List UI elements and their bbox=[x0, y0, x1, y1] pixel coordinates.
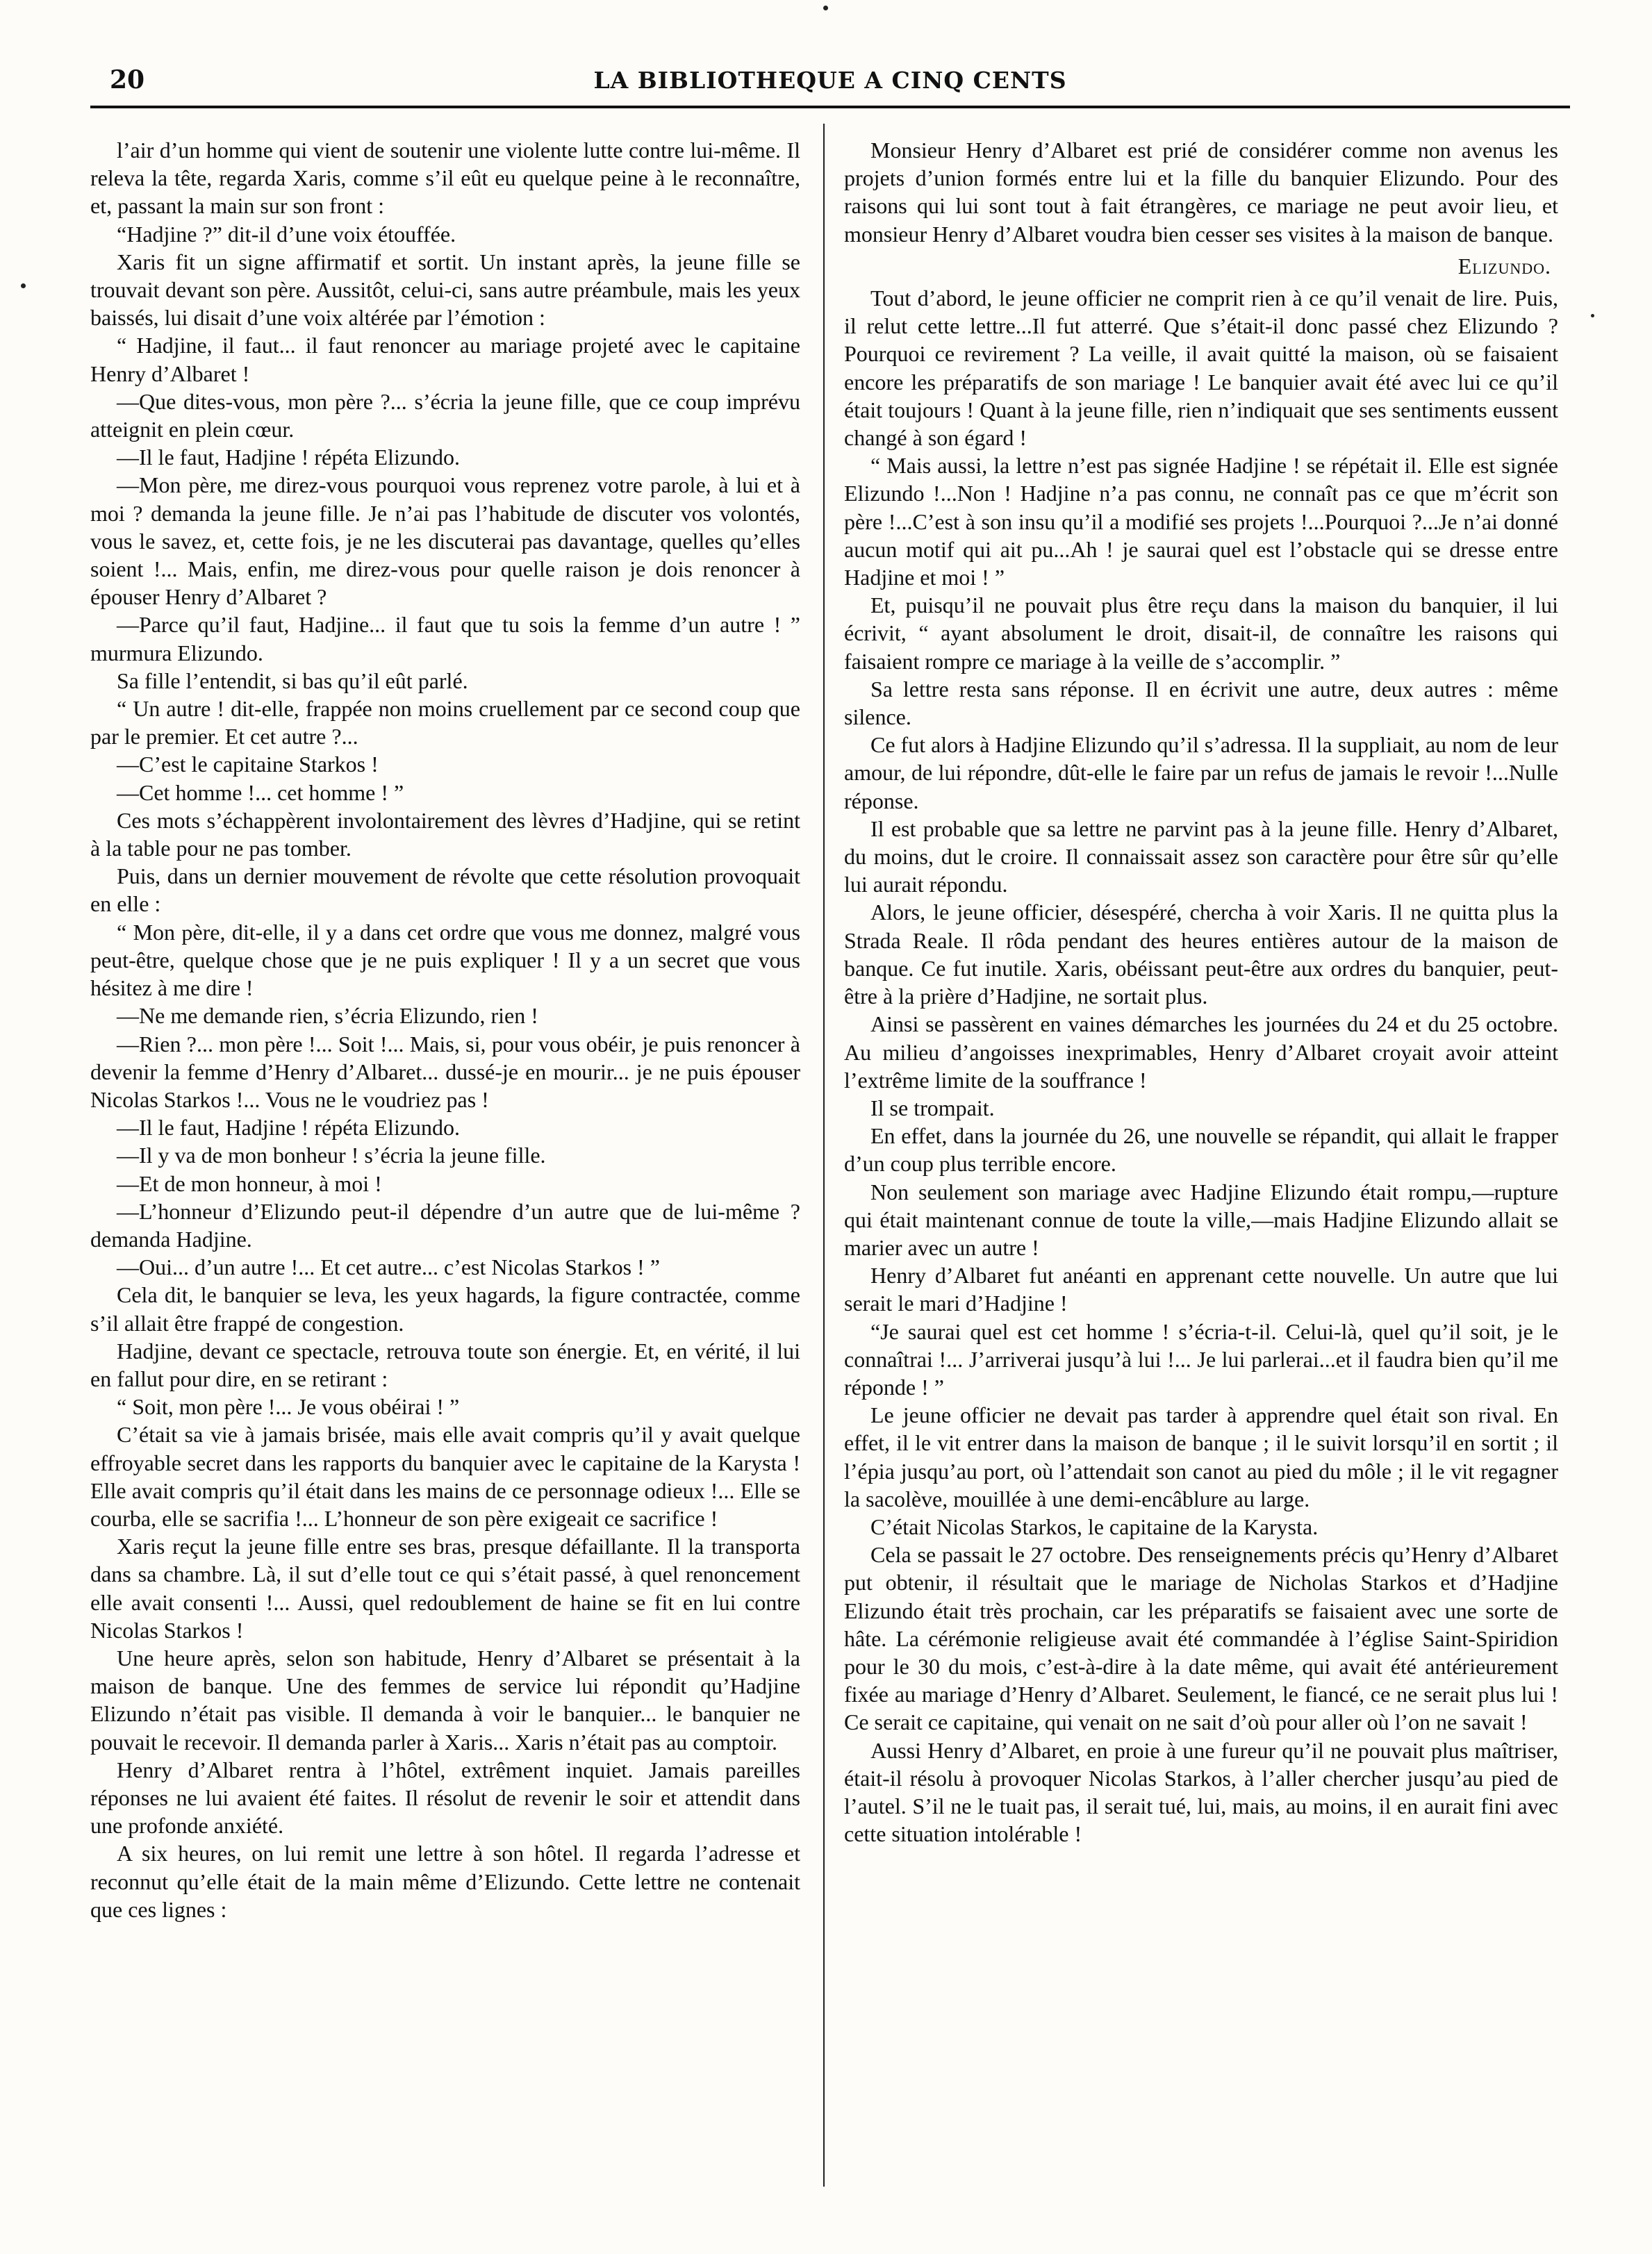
paragraph: —Rien ?... mon père !... Soit !... Mais, si, pour vous obéir, je puis renoncer à devenir la femme d’Henry d’Albaret... dussé-je en mourir... je ne puis épouser Nicolas Starkos !... Vous ne le voudriez pas ! bbox=[90, 1031, 800, 1112]
paragraph: “ Mon père, dit-elle, il y a dans cet ordre que vous me donnez, malgré vous peut-être, quelque chose que je ne puis expliquer ! Il y a un secret que vous hésitez à me dire ! bbox=[90, 919, 800, 1001]
paragraph: Tout d’abord, le jeune officier ne comprit rien à ce qu’il venait de lire. Puis, il relut cette lettre...Il fut atterré. Que s’était-il donc passé chez Elizundo ? Pourquoi ce revirement ? La veille, il avait quitté la maison, où se faisaient encore les préparatifs de son mariage ! Le banquier avait été avec lui ce qu’il était toujours ! Quant à la jeune fille, rien n’indiquait que ses sentiments eussent changé à son égard ! bbox=[844, 285, 1558, 451]
paragraph: —Et de mon honneur, à moi ! bbox=[117, 1170, 382, 1196]
paragraph: Puis, dans un dernier mouvement de révolte que cette résolution provoquait en elle : bbox=[90, 863, 800, 917]
paragraph: Sa fille l’entendit, si bas qu’il eût parlé. bbox=[117, 668, 468, 693]
paragraph: “Je saurai quel est cet homme ! s’écria-t-il. Celui-là, quel qu’il soit, je le connaîtrai !... J’arriverai jusqu’à lui !... Je lui parlerai...et il faudra bien qu’il me réponde ! ” bbox=[844, 1318, 1558, 1400]
paragraph: Xaris reçut la jeune fille entre ses bras, presque défaillante. Il la transporta dans sa chambre. Là, il sut d’elle tout ce qui s’était passé, à quel renoncement elle avait consenti !... Aussi, quel redoublement de haine se fit en lui contre Nicolas Starkos ! bbox=[90, 1534, 800, 1643]
paragraph: l’air d’un homme qui vient de soutenir une violente lutte contre lui-même. Il releva la tête, regarda Xaris, comme s’il eût eu quelque peine à le reconnaître, et, passant la main sur son front : bbox=[90, 138, 800, 219]
paragraph: Alors, le jeune officier, désespéré, chercha à voir Xaris. Il ne quitta plus la Strada Reale. Il rôda pendant des heures entières autour de la maison de banque. Ce fut inutile. Xaris, obéissant peut-être aux ordres du banquier, peut-être à la prière d’Hadjine, ne sortait plus. bbox=[844, 900, 1558, 1009]
text-columns bbox=[90, 124, 1570, 2187]
paragraph: Ce fut alors à Hadjine Elizundo qu’il s’adressa. Il la suppliait, au nom de leur amour, de lui répondre, dût-elle le faire par un refus de jamais le revoir !...Nulle réponse. bbox=[844, 732, 1558, 813]
right-column bbox=[844, 136, 1558, 2187]
paragraph: Xaris fit un signe affirmatif et sortit. Un instant après, la jeune fille se trouvait devant son père. Aussitôt, celui-ci, sans autre préambule, mais les yeux baissés, lui disait d’une voix altérée par l’émotion : bbox=[90, 249, 800, 331]
paragraph: —C’est le capitaine Starkos ! bbox=[117, 752, 379, 777]
paragraph: Ces mots s’échappèrent involontairement des lèvres d’Hadjine, qui se retint à la table pour ne pas tomber. bbox=[90, 807, 800, 861]
letter-text: Monsieur Henry d’Albaret est prié de considérer comme non avenus les projets d’union formés entre lui et la fille du banquier Elizundo. Pour des raisons qui lui sont tout à fait étrangères, ce mariage ne peut avoir lieu, et monsieur Henry d’Albaret voudra bien cesser ses visites à la maison de banque. bbox=[844, 138, 1558, 247]
paragraph: Il est probable que sa lettre ne parvint pas à la jeune fille. Henry d’Albaret, du moins, dut le croire. Il connaissait assez son caractère pour être sûr qu’elle lui aurait répondu. bbox=[844, 815, 1558, 897]
paragraph: Ainsi se passèrent en vaines démarches les journées du 24 et du 25 octobre. Au milieu d’angoisses inexprimables, Henry d’Albaret croyait avoir atteint l’extrême limite de la souffrance ! bbox=[844, 1011, 1558, 1093]
paragraph: —Il le faut, Hadjine ! répéta Elizundo. bbox=[117, 445, 461, 470]
paragraph: —Il y va de mon bonheur ! s’écria la jeune fille. bbox=[117, 1143, 546, 1168]
page-number: 20 bbox=[110, 65, 145, 94]
paragraph: C’était sa vie à jamais brisée, mais elle avait compris qu’il y avait quelque effroyable secret dans les rapports du banquier avec le capitaine de la Karysta ! Elle avait compris qu’il était dans les mains de ce personnage odieux !... Elle se courba, elle se sacrifia !... L’honneur de son père exigeait ce sacrifice ! bbox=[90, 1422, 800, 1531]
letter-signature: Elizundo. bbox=[1457, 253, 1551, 279]
paragraph: —Mon père, me direz-vous pourquoi vous reprenez votre parole, à lui et à moi ? demanda la jeune fille. Je n’ai pas l’habitude de discuter vos volontés, vous le savez, et, cette fois, je ne les discuterai pas davantage, quelles qu’elles soient !... Mais, enfin, me direz-vous pour quelle raison je dois renoncer à épouser Henry d’Albaret ? bbox=[90, 472, 800, 610]
print-speck bbox=[21, 283, 26, 288]
paragraph: —Que dites-vous, mon père ?... s’écria la jeune fille, que ce coup imprévu atteignit en plein cœur. bbox=[90, 388, 800, 442]
paragraph: Cela dit, le banquier se leva, les yeux hagards, la figure contractée, comme s’il allait être frappé de congestion. bbox=[90, 1282, 800, 1336]
paragraph: Une heure après, selon son habitude, Henry d’Albaret se présentait à la maison de banque. Une des femmes de service lui répondit qu’Hadjine Elizundo n’était pas visible. Il demanda à voir le banquier... le banquier ne pouvait le recevoir. Il demanda parler à Xaris... Xaris n’était pas au comptoir. bbox=[90, 1645, 800, 1755]
running-title: LA BIBLIOTHEQUE A CINQ CENTS bbox=[593, 67, 1067, 94]
paragraph: C’était Nicolas Starkos, le capitaine de la Karysta. bbox=[870, 1514, 1319, 1539]
paragraph: Et, puisqu’il ne pouvait plus être reçu dans la maison du banquier, il lui écrivit, “ ayant absolument le droit, disait-il, de connaître les raisons qui faisaient rompre ce mariage à la veille de s’accomplir. ” bbox=[844, 592, 1558, 674]
paragraph: Aussi Henry d’Albaret, en proie à une fureur qu’il ne pouvait plus maîtriser, était-il résolu à provoquer Nicolas Starkos, à l’aller chercher jusqu’au pied de l’autel. S’il ne le tuait pas, il serait tué, lui, mais, au moins, il en aurait fini avec cette situation intolérable ! bbox=[844, 1737, 1558, 1847]
paragraph: —L’honneur d’Elizundo peut-il dépendre d’un autre que de lui-même ? demanda Hadjine. bbox=[90, 1198, 800, 1252]
print-speck bbox=[823, 6, 828, 10]
page-header bbox=[90, 64, 1570, 108]
paragraph: Il se trompait. bbox=[870, 1095, 995, 1120]
paragraph: —Parce qu’il faut, Hadjine... il faut que tu sois la femme d’un autre ! ” murmura Elizundo. bbox=[90, 612, 800, 665]
paragraph: “ Soit, mon père !... Je vous obéirai ! ” bbox=[117, 1394, 460, 1420]
paragraph: “ Un autre ! dit-elle, frappée non moins cruellement par ce second coup que par le premier. Et cet autre ?... bbox=[90, 696, 800, 749]
paragraph: En effet, dans la journée du 26, une nouvelle se répandit, qui allait le frapper d’un coup plus terrible encore. bbox=[844, 1123, 1558, 1177]
paragraph: Sa lettre resta sans réponse. Il en écrivit une autre, deux autres : même silence. bbox=[844, 676, 1558, 730]
paragraph: —Il le faut, Hadjine ! répéta Elizundo. bbox=[117, 1115, 461, 1141]
paragraph: “Hadjine ?” dit-il d’une voix étouffée. bbox=[117, 221, 456, 247]
paragraph: Hadjine, devant ce spectacle, retrouva toute son énergie. Et, en vérité, il lui en fallut pour dire, en se retirant : bbox=[90, 1338, 800, 1391]
paragraph: —Oui... d’un autre !... Et cet autre... c’est Nicolas Starkos ! ” bbox=[117, 1254, 660, 1280]
paragraph: —Cet homme !... cet homme ! ” bbox=[117, 779, 404, 805]
paragraph: —Ne me demande rien, s’écria Elizundo, rien ! bbox=[117, 1003, 538, 1029]
paragraph: Henry d’Albaret fut anéanti en apprenant cette nouvelle. Un autre que lui serait le mari d’Hadjine ! bbox=[844, 1263, 1558, 1316]
column-divider bbox=[823, 124, 825, 2187]
print-speck bbox=[1591, 314, 1594, 317]
paragraph: “ Hadjine, il faut... il faut renoncer au mariage projeté avec le capitaine Henry d’Albaret ! bbox=[90, 333, 800, 386]
paragraph: “ Mais aussi, la lettre n’est pas signée Hadjine ! se répétait il. Elle est signée Elizundo !...Non ! Hadjine n’a pas connu, ne connaît pas ce que m’écrit son père !...C’est à son insu qu’il a modifié ses projets !...Pourquoi ?...Je n’ai donné aucun motif qui ait pu...Ah ! je saurai quel est l’obstacle qui se dresse entre Hadjine et moi ! ” bbox=[844, 453, 1558, 590]
paragraph: Non seulement son mariage avec Hadjine Elizundo était rompu,—rupture qui était maintenant connue de toute la ville,—mais Hadjine Elizundo allait se marier avec un autre ! bbox=[844, 1179, 1558, 1260]
paragraph: Henry d’Albaret rentra à l’hôtel, extrêment inquiet. Jamais pareilles réponses ne lui avaient été faites. Il résolut de revenir le soir et attendit dans une profonde anxiété. bbox=[90, 1757, 800, 1839]
paragraph: Le jeune officier ne devait pas tarder à apprendre quel était son rival. En effet, il le vit entrer dans la maison de banque ; il le suivit lorsqu’il en sortit ; il l’épia jusqu’au port, où l’attendait son canot au pied du môle ; il le vit regagner la sacolève, mouillée à une demi-encâblure au large. bbox=[844, 1402, 1558, 1511]
left-column bbox=[90, 136, 800, 2187]
paragraph: Cela se passait le 27 octobre. Des renseignements précis qu’Henry d’Albaret put obtenir, il résultait que le mariage de Nicholas Starkos et d’Hadjine Elizundo était très prochain, car les préparatifs se faisaient avec une sorte de hâte. La cérémonie religieuse avait été commandée à l’église Saint-Spiridion pour le 30 du mois, c’est-à-dire à la date même, qui avait été antérieurement fixée au mariage d’Henry d’Albaret. Seulement, le fiancé, ce ne serait plus lui ! Ce serait ce capitaine, qui venait on ne sait d’où pour aller où l’on ne savait ! bbox=[844, 1542, 1558, 1735]
paragraph: A six heures, on lui remit une lettre à son hôtel. Il regarda l’adresse et reconnut qu’elle était de la main même d’Elizundo. Cette lettre ne contenait que ces lignes : bbox=[90, 1841, 800, 1922]
